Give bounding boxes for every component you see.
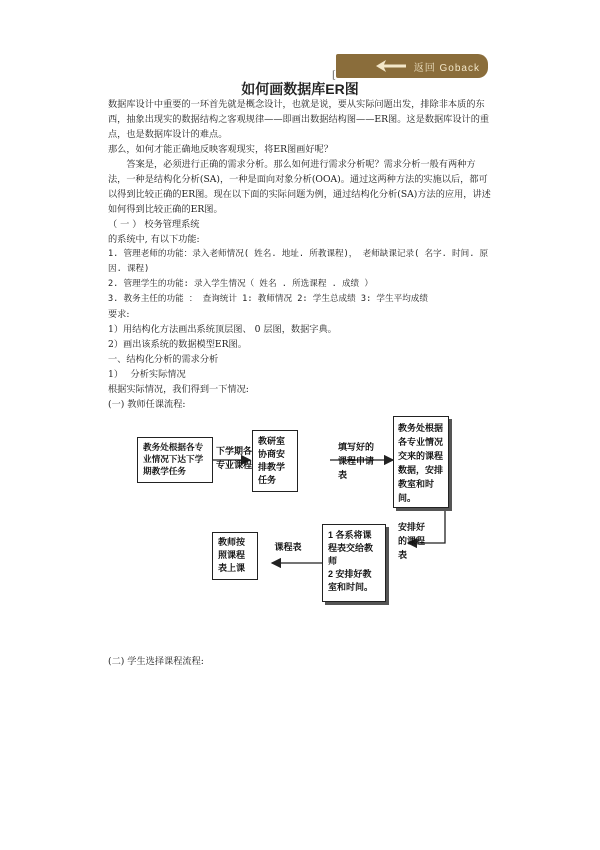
flow-label-timetable: 课程表 xyxy=(274,542,302,552)
goback-label: 返回 Goback xyxy=(413,62,480,74)
flow-box-academic-office: 教务处根据各专业情况下达下学期教学任务 xyxy=(137,437,213,483)
flow-box-teaching-office: 教研室协商安排教学任务 xyxy=(252,430,298,492)
requirement-item-2: 2）画出该系统的数据模型ER图。 xyxy=(108,339,247,350)
flow-box-distribution-line1: 1 各系将课程表交给教师 xyxy=(328,530,374,566)
bracket-mark: [ xyxy=(332,70,336,81)
analysis-heading: 一、结构化分析的需求分析 xyxy=(108,354,219,365)
flow-label-application-form: 填写好的课程申请表 xyxy=(338,442,375,480)
flow-box-distribution-line2: 2 安排好教室和时间。 xyxy=(328,569,374,592)
requirements-label: 要求: xyxy=(108,309,130,320)
flow2-heading: (二) 学生选择课程流程: xyxy=(108,656,204,667)
goback-button[interactable] xyxy=(336,54,488,78)
page-title: 如何画数据库ER图 xyxy=(241,81,359,97)
flow-label-course-list: 下学期各专业课程 xyxy=(215,446,252,470)
flow-box-distribution xyxy=(322,524,386,602)
requirement-item-1: 1）用结构化方法画出系统顶层图、 0 层图，数据字典。 xyxy=(108,324,337,335)
flow-box-scheduling: 教务处根据各专业情况交来的课程数据，安排教室和时间。 xyxy=(393,416,449,508)
function-item-1: 1. 管理老师的功能：录入老师情况( 姓名. 地址. 所教课程)， 老师缺课记录( 名字. 时间. 原因. 课程) xyxy=(108,249,489,274)
paragraph-question: 那么，如何才能正确地反映客观现实，将ER图画好呢？ xyxy=(108,144,333,155)
flow1-heading: (一) 教师任课流程: xyxy=(108,399,186,410)
function-item-3: 3. 教务主任的功能 ： 查询统计 1: 教师情况 2: 学生总成绩 3: 学生平均成绩 xyxy=(108,294,428,304)
article-body xyxy=(108,97,492,412)
paragraph-answer: 答案是，必须进行正确的需求分析。那么如何进行需求分析呢？需求分析一般有两种方法，一种是结构化分析(SA)，一种是面向对象分析(OOA)。通过这两种方法的实施以后，都可以得到比较正确的ER图。现在以下面的实际问题为例，通过结构化分析(SA)方法的应用，讲述如何得到比较正确的ER图。 xyxy=(108,159,491,215)
paragraph-intro: 数据库设计中重要的一环首先就是概念设计，也就是说，要从实际问题出发，排除非本质的东西，抽象出现实的数据结构之客观规律——即画出数据结构图——ER图。这是数据库设计的重点，也是数据库设计的难点。 xyxy=(108,99,490,140)
flow-label-schedule: 安排好的课程表 xyxy=(398,522,426,560)
flow-box-teacher: 教师按照课程表上课 xyxy=(212,532,258,580)
function-item-2: 2. 管理学生的功能: 录入学生情况（ 姓名 . 所选课程 . 成绩 ） xyxy=(108,279,373,289)
analysis-text: 根据实际情况，我们得到一下情况: xyxy=(108,384,249,395)
case-intro: 的系统中, 有以下功能: xyxy=(108,234,200,245)
case-heading: （ 一 ） 校务管理系统 xyxy=(108,219,200,230)
back-arrow-icon xyxy=(374,59,408,73)
analysis-subheading: 1） 分析实际情况 xyxy=(108,369,186,380)
